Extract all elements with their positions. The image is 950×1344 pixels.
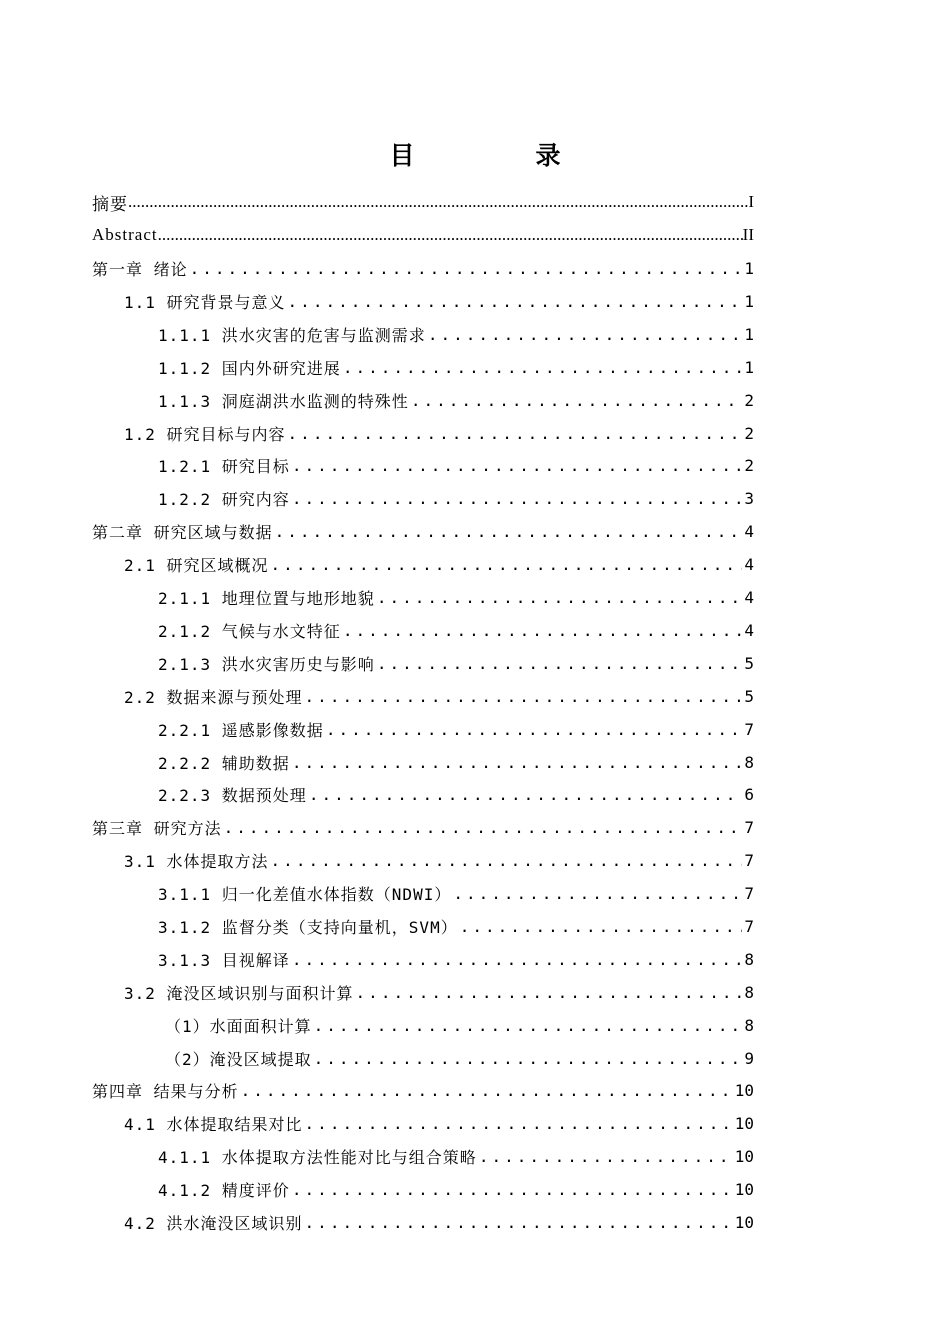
toc-entry-page: 5 [744, 653, 754, 673]
toc-leader-dots [479, 1147, 733, 1166]
toc-entry-title: 第四章 结果与分析 [92, 1081, 239, 1101]
toc-entry[interactable] [158, 713, 754, 745]
toc-leader-dots [288, 424, 743, 443]
toc-leader-dots [377, 654, 743, 673]
toc-entry-page: 1 [744, 258, 754, 278]
toc-leader-dots [343, 621, 743, 640]
toc-entry-title: 1.2 研究目标与内容 [124, 424, 286, 444]
toc-entry-title: 1.1.1 洪水灾害的危害与监测需求 [158, 325, 426, 345]
toc-entry-page: 4 [744, 620, 754, 640]
toc-leader-dots [460, 917, 743, 936]
toc-leader-dots [190, 259, 743, 278]
toc-entry[interactable] [124, 417, 754, 449]
toc-entry-page: 1 [744, 324, 754, 344]
toc-entry[interactable] [158, 384, 754, 416]
toc-entry-page: 8 [744, 752, 754, 772]
toc-entry-title: 第一章 绪论 [92, 259, 188, 279]
toc-entry[interactable] [158, 482, 754, 514]
toc-leader-dots [292, 753, 743, 772]
toc-leader-dots [305, 1114, 733, 1133]
toc-entry-title: 4.1 水体提取结果对比 [124, 1114, 303, 1134]
toc-entry[interactable] [92, 1074, 754, 1106]
toc-leader-dots [292, 456, 743, 475]
toc-entry-page: 1 [744, 291, 754, 311]
toc-entry-page: 4 [744, 521, 754, 541]
toc-entry-page: 10 [734, 1146, 754, 1166]
toc-entry[interactable] [158, 581, 754, 613]
toc-entry-page: 10 [734, 1113, 754, 1133]
toc-leader-dots [377, 588, 743, 607]
toc-entry-page: 9 [744, 1048, 754, 1068]
toc-leader-dots [305, 687, 743, 706]
toc-entry-page: 2 [744, 423, 754, 443]
toc-leader-dots [453, 884, 742, 903]
toc-entry[interactable] [158, 1140, 754, 1172]
toc-entry-title: 3.1.1 归一化差值水体指数（NDWI） [158, 884, 452, 904]
toc-entry-page: 4 [744, 554, 754, 574]
toc-entry-page: 7 [744, 719, 754, 739]
toc-entry-title: 4.1.1 水体提取方法性能对比与组合策略 [158, 1147, 477, 1167]
toc-entry-title: 2.1.3 洪水灾害历史与影响 [158, 654, 375, 674]
toc-entry[interactable] [92, 515, 754, 547]
toc-entry[interactable] [158, 778, 754, 810]
toc-entry[interactable] [158, 449, 754, 481]
toc-entry-title: 1.2.2 研究内容 [158, 489, 290, 509]
toc-entry-title: 2.2.1 遥感影像数据 [158, 720, 324, 740]
toc-entry-page: II [742, 225, 754, 244]
toc-leader-dots [158, 225, 743, 245]
toc-entry-page: 7 [744, 850, 754, 870]
toc-entry[interactable] [124, 548, 754, 580]
toc-entry-title: 2.1 研究区域概况 [124, 555, 269, 575]
toc-entry-title: 2.2.3 数据预处理 [158, 785, 307, 805]
toc-entry-page: 2 [744, 455, 754, 475]
toc-entry-title: 2.2 数据来源与预处理 [124, 687, 303, 707]
toc-entry-page: 5 [744, 686, 754, 706]
toc-entry[interactable] [124, 844, 754, 876]
toc-entry-title: 3.1.3 目视解译 [158, 950, 290, 970]
toc-entry[interactable] [124, 1206, 754, 1238]
toc-entry-page: 3 [744, 488, 754, 508]
toc-entry-title: 1.1 研究背景与意义 [124, 292, 286, 312]
toc-entry-title: 3.1.2 监督分类（支持向量机，SVM） [158, 917, 458, 937]
toc-entry[interactable] [158, 943, 754, 975]
toc-leader-dots [224, 818, 743, 837]
toc-leader-dots [356, 983, 743, 1002]
toc-leader-dots [288, 292, 743, 311]
toc-entry-title: （2）淹没区域提取 [165, 1049, 312, 1069]
toc-entry-title: （1）水面面积计算 [165, 1016, 312, 1036]
toc-leader-dots [271, 555, 743, 574]
toc-entry[interactable] [158, 647, 754, 679]
toc-entry[interactable] [158, 614, 754, 646]
toc-entry-page: 10 [734, 1179, 754, 1199]
toc-entry-title: 1.2.1 研究目标 [158, 456, 290, 476]
toc-entry-page: 8 [744, 949, 754, 969]
toc-entry[interactable] [158, 1173, 754, 1205]
toc-entry-title: 2.1.2 气候与水文特征 [158, 621, 341, 641]
toc-entry[interactable] [92, 219, 754, 251]
toc-entry[interactable] [92, 811, 754, 843]
toc-entry[interactable] [158, 910, 754, 942]
toc-leader-dots [428, 325, 743, 344]
toc-leader-dots [326, 720, 743, 739]
toc-entry-page: 8 [744, 1015, 754, 1035]
toc-entry-title: 4.1.2 精度评价 [158, 1180, 290, 1200]
toc-entry[interactable] [158, 746, 754, 778]
toc-leader-dots [271, 851, 743, 870]
toc-entry[interactable] [165, 1042, 754, 1074]
toc-entry-page: 7 [744, 817, 754, 837]
toc-entry-page: 6 [744, 784, 754, 804]
toc-entry[interactable] [158, 877, 754, 909]
toc-entry-page: 7 [744, 916, 754, 936]
toc-entry-title: 摘要 [92, 194, 128, 214]
toc-leader-dots [292, 489, 743, 508]
toc-entry-title: 3.2 淹没区域识别与面积计算 [124, 983, 354, 1003]
toc-entry-title: 1.1.2 国内外研究进展 [158, 358, 341, 378]
toc-entry-title: Abstract [92, 225, 158, 244]
toc-entry-title: 1.1.3 洞庭湖洪水监测的特殊性 [158, 391, 409, 411]
toc-entry-page: 4 [744, 587, 754, 607]
toc-entry[interactable] [124, 976, 754, 1008]
toc-leader-dots [275, 522, 743, 541]
toc-entry-page: 7 [744, 883, 754, 903]
toc-leader-dots [309, 785, 743, 804]
toc-leader-dots [292, 1180, 733, 1199]
toc-entry[interactable] [92, 252, 754, 284]
page-title: 目 录 [389, 141, 609, 170]
toc-entry[interactable] [124, 680, 754, 712]
toc-entry-title: 第二章 研究区域与数据 [92, 522, 273, 542]
toc-entry-page: 1 [744, 357, 754, 377]
toc-leader-dots [411, 391, 743, 410]
toc-leader-dots [128, 192, 748, 212]
toc-entry-page: 8 [744, 982, 754, 1002]
toc-entry-page: 2 [744, 390, 754, 410]
toc-entry-page: I [748, 192, 754, 211]
toc-leader-dots [292, 950, 743, 969]
toc-leader-dots [241, 1081, 733, 1100]
toc-entry[interactable] [124, 285, 754, 317]
toc-entry-title: 4.2 洪水淹没区域识别 [124, 1213, 303, 1233]
toc-entry-title: 2.1.1 地理位置与地形地貌 [158, 588, 375, 608]
toc-entry[interactable] [158, 351, 754, 383]
toc-entry[interactable] [92, 186, 754, 218]
toc-entry[interactable] [165, 1009, 754, 1041]
toc-leader-dots [305, 1213, 733, 1232]
toc-leader-dots [314, 1016, 743, 1035]
toc-leader-dots [343, 358, 743, 377]
toc-entry-title: 3.1 水体提取方法 [124, 851, 269, 871]
toc-entry-title: 2.2.2 辅助数据 [158, 753, 290, 773]
toc-entry-page: 10 [734, 1080, 754, 1100]
toc-leader-dots [314, 1049, 743, 1068]
toc-entry[interactable] [124, 1107, 754, 1139]
toc-entry-page: 10 [734, 1212, 754, 1232]
toc-entry-title: 第三章 研究方法 [92, 818, 222, 838]
toc-entry[interactable] [158, 318, 754, 350]
